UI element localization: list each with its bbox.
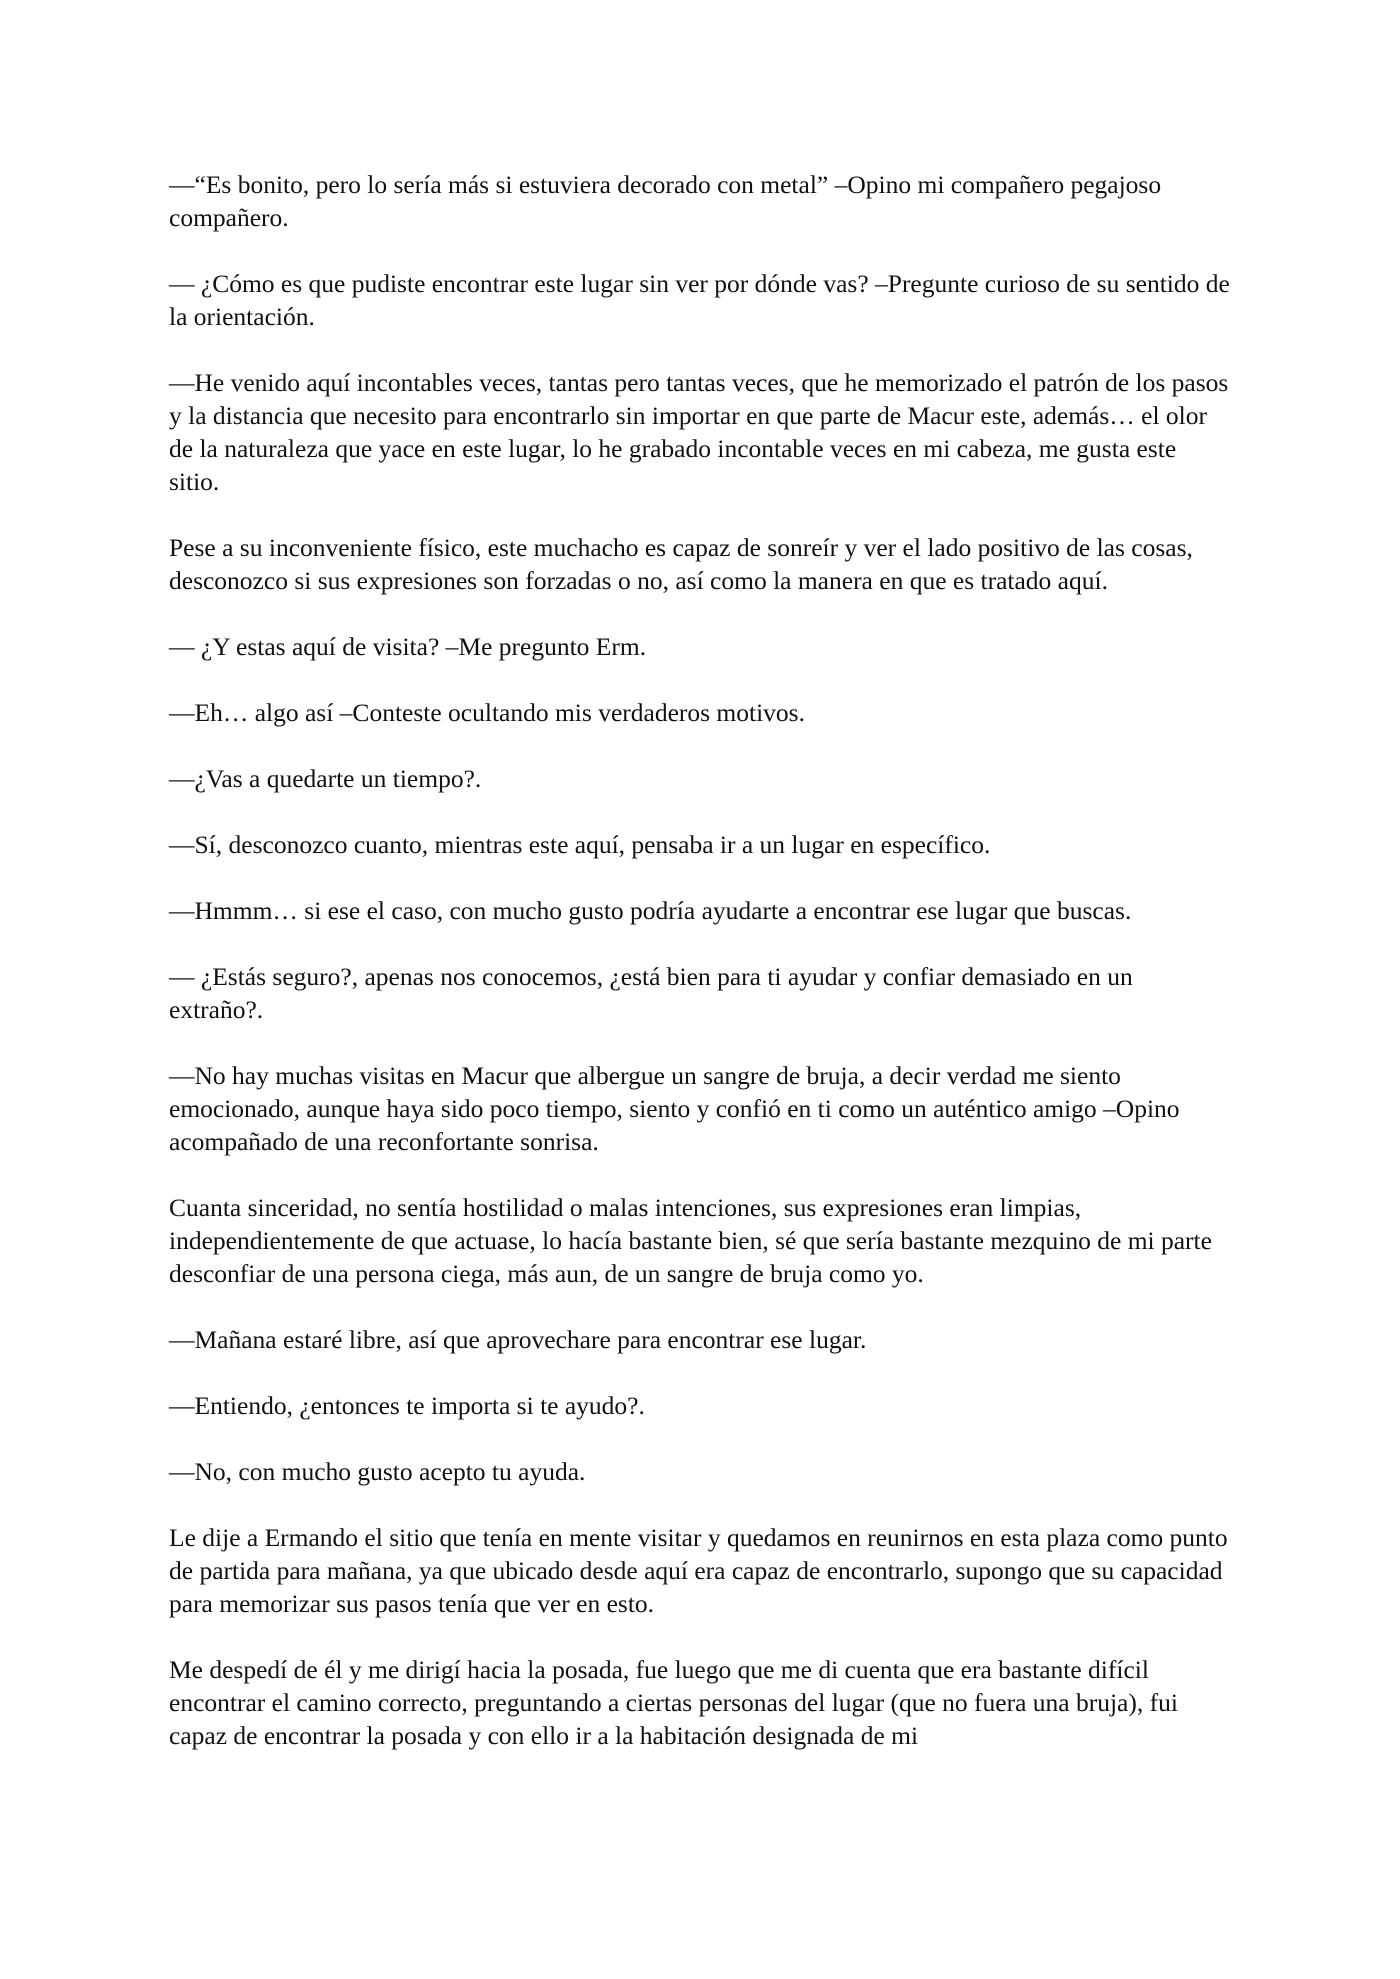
paragraph: —Sí, desconozco cuanto, mientras este aquí, pensaba ir a un lugar en específico. [169,830,991,859]
paragraph: Me despedí de él y me dirigí hacia la posada, fue luego que me di cuenta que era bastante difícil encontrar el camino correcto, preguntando a ciertas personas del lugar (que no fuera una bruja), fui capaz de encontrar la posada y con ello ir a la habitación designada de mi [169,1655,1178,1750]
paragraph: —Hmmm… si ese el caso, con mucho gusto podría ayudarte a encontrar ese lugar que buscas. [169,896,1132,925]
paragraph: —No hay muchas visitas en Macur que albergue un sangre de bruja, a decir verdad me siento emocionado, aunque haya sido poco tiempo, siento y confió en ti como un auténtico amigo –Opino acompañado de una reconfortante sonrisa. [169,1061,1180,1156]
document-page [169,168,1231,1752]
paragraph: —¿Vas a quedarte un tiempo?. [169,764,482,793]
paragraph: —Mañana estaré libre, así que aprovechare para encontrar ese lugar. [169,1325,867,1354]
paragraph: Cuanta sinceridad, no sentía hostilidad o malas intenciones, sus expresiones eran limpias, independientemente de que actuase, lo hacía bastante bien, sé que sería bastante mezquino de mi parte desconfiar de una persona ciega, más aun, de un sangre de bruja como yo. [169,1193,1212,1288]
paragraph: —Entiendo, ¿entonces te importa si te ayudo?. [169,1391,645,1420]
paragraph: — ¿Y estas aquí de visita? –Me pregunto Erm. [169,632,647,661]
paragraph: —No, con mucho gusto acepto tu ayuda. [169,1457,586,1486]
paragraph: — ¿Cómo es que pudiste encontrar este lugar sin ver por dónde vas? –Pregunte curioso de su sentido de la orientación. [169,269,1230,331]
paragraph: — ¿Estás seguro?, apenas nos conocemos, ¿está bien para ti ayudar y confiar demasiado en un extraño?. [169,962,1133,1024]
paragraph: —Eh… algo así –Conteste ocultando mis verdaderos motivos. [169,698,805,727]
paragraph: Pese a su inconveniente físico, este muchacho es capaz de sonreír y ver el lado positivo de las cosas, desconozco si sus expresiones son forzadas o no, así como la manera en que es tratado aquí. [169,533,1193,595]
paragraph: —“Es bonito, pero lo sería más si estuviera decorado con metal” –Opino mi compañero pegajoso compañero. [169,170,1162,232]
paragraph: Le dije a Ermando el sitio que tenía en mente visitar y quedamos en reunirnos en esta plaza como punto de partida para mañana, ya que ubicado desde aquí era capaz de encontrarlo, supongo que su capacidad para memorizar sus pasos tenía que ver en esto. [169,1523,1228,1618]
paragraph: —He venido aquí incontables veces, tantas pero tantas veces, que he memorizado el patrón de los pasos y la distancia que necesito para encontrarlo sin importar en que parte de Macur este, además… el olor de la naturaleza que yace en este lugar, lo he grabado incontable veces en mi cabeza, me gusta este sitio. [169,368,1229,496]
